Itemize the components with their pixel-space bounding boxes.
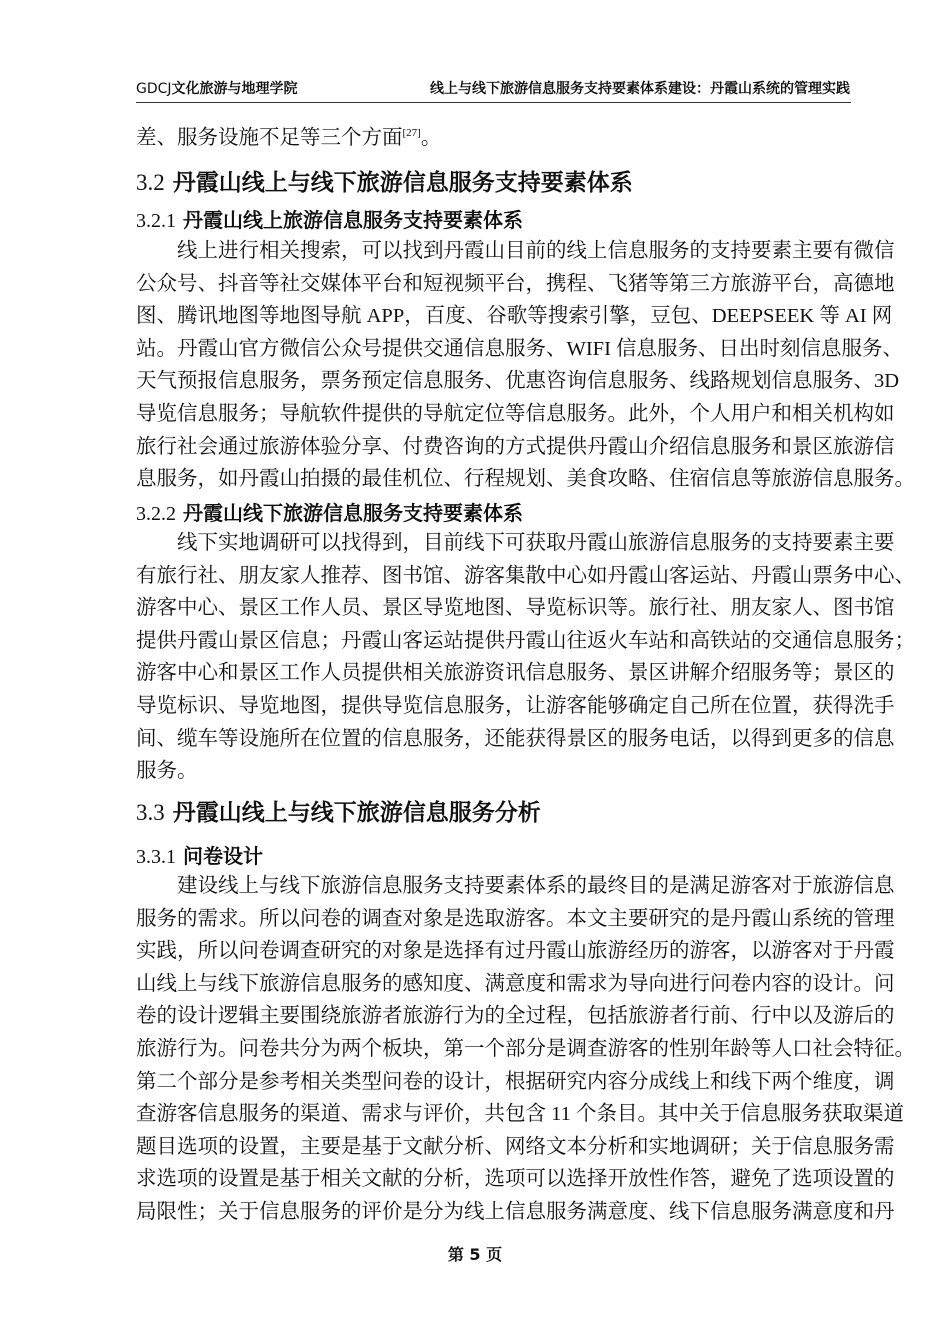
text-line: 题目选项的设置，主要是基于文献分析、网络文本分析和实地调研；关于信息服务需 <box>136 1135 895 1158</box>
paragraph-3-3-1 <box>136 870 915 1229</box>
text-line: 游客中心、景区工作人员、景区导览地图、导览标识等。旅行社、朋友家人、图书馆 <box>136 597 895 620</box>
text-line: 旅行社会通过旅游体验分享、付费咨询的方式提供丹霞山介绍信息服务和景区旅游信 <box>136 435 895 458</box>
running-header-title: 线上与线下旅游信息服务支持要素体系建设：丹霞山系统的管理实践 <box>430 81 850 97</box>
text-line: 第二个部分是参考相关类型问卷的设计，根据研究内容分成线上和线下两个维度，调 <box>136 1070 895 1093</box>
text-line: 导览信息服务；导航软件提供的导航定位等信息服务。此外，个人用户和相关机构如 <box>136 402 895 425</box>
text-line: 天气预报信息服务，票务预定信息服务、优惠咨询信息服务、线路规划信息服务、3D <box>136 370 900 393</box>
text-line: 实践，所以问卷调查研究的对象是选择有过丹霞山旅游经历的游客，以游客对于丹霞 <box>136 940 895 963</box>
heading-3-2-2: 3.2.2 丹霞山线下旅游信息服务支持要素体系 <box>136 501 523 525</box>
heading-3-3: 3.3 丹霞山线上与线下旅游信息服务分析 <box>136 800 541 826</box>
text-line: 查游客信息服务的渠道、需求与评价，共包含 11 个条目。其中关于信息服务获取渠道 <box>136 1103 904 1126</box>
heading-3-2-1: 3.2.1 丹霞山线上旅游信息服务支持要素体系 <box>136 208 523 232</box>
text-line: 公众号、抖音等社交媒体平台和短视频平台，携程、飞猪等第三方旅游平台，高德地 <box>136 272 895 295</box>
header-prefix: GDCJ <box>136 81 172 97</box>
paragraph-3-2-1 <box>136 235 915 496</box>
text-line: 卷的设计逻辑主要围绕旅游者旅游行为的全过程，包括旅游者行前、行中以及游后的 <box>136 1005 895 1028</box>
text-line: 旅游行为。问卷共分为两个板块，第一个部分是调查游客的性别年龄等人口社会特征。 <box>136 1037 915 1060</box>
text-line: 线上进行相关搜索，可以找到丹霞山目前的线上信息服务的支持要素主要有微信 <box>177 240 895 262</box>
header-institution: 文化旅游与地理学院 <box>171 81 298 97</box>
text-line: 建设线上与线下旅游信息服务支持要素体系的最终目的是满足游客对于旅游信息 <box>177 875 895 897</box>
paragraph-3-2-2 <box>136 527 915 788</box>
citation[interactable]: [27] <box>402 127 421 139</box>
text-line: 求选项的设置是基于相关文献的分析，选项可以选择开放性作答，避免了选项设置的 <box>136 1168 895 1191</box>
heading-3-3-1: 3.3.1 问卷设计 <box>136 844 263 868</box>
text-line: 局限性；关于信息服务的评价是分为线上信息服务满意度、线下信息服务满意度和丹 <box>136 1200 895 1223</box>
text-line: 站。丹霞山官方微信公众号提供交通信息服务、WIFI 信息服务、日出时刻信息服务、 <box>136 337 904 360</box>
running-header-left <box>136 78 298 98</box>
text-line: 有旅行社、朋友家人推荐、图书馆、游客集散中心如丹霞山客运站、丹霞山票务中心、 <box>136 564 915 587</box>
intro-text: 差、服务设施不足等三个方面 <box>136 126 403 149</box>
text-line: 导览标识、导览地图，提供导览信息服务，让游客能够确定自己所在位置，获得洗手 <box>136 694 895 717</box>
text-line: 线下实地调研可以找得到，目前线下可获取丹霞山旅游信息服务的支持要素主要 <box>177 532 895 554</box>
text-line: 游客中心和景区工作人员提供相关旅游资讯信息服务、景区讲解介绍服务等；景区的 <box>136 662 895 685</box>
header-rule <box>136 102 851 103</box>
heading-3-2: 3.2 丹霞山线上与线下旅游信息服务支持要素体系 <box>136 170 633 196</box>
page-number: 第 5 页 <box>447 1245 503 1264</box>
text-line: 图、腾讯地图等地图导航 APP，百度、谷歌等搜索引擎，豆包、DEEPSEEK 等 AI 网 <box>136 305 893 328</box>
text-line: 山线上与线下旅游信息服务的感知度、满意度和需求为导向进行问卷内容的设计。问 <box>136 972 895 995</box>
intro-end: 。 <box>420 126 442 149</box>
text-line: 提供丹霞山景区信息；丹霞山客运站提供丹霞山往返火车站和高铁站的交通信息服务； <box>136 629 915 652</box>
intro-line <box>136 117 851 150</box>
text-line: 服务。 <box>136 760 198 783</box>
text-line: 息服务，如丹霞山拍摄的最佳机位、行程规划、美食攻略、住宿信息等旅游信息服务。 <box>136 468 915 491</box>
text-line: 服务的需求。所以问卷的调查对象是选取游客。本文主要研究的是丹霞山系统的管理 <box>136 907 895 930</box>
text-line: 间、缆车等设施所在位置的信息服务，还能获得景区的服务电话，以得到更多的信息 <box>136 727 895 750</box>
